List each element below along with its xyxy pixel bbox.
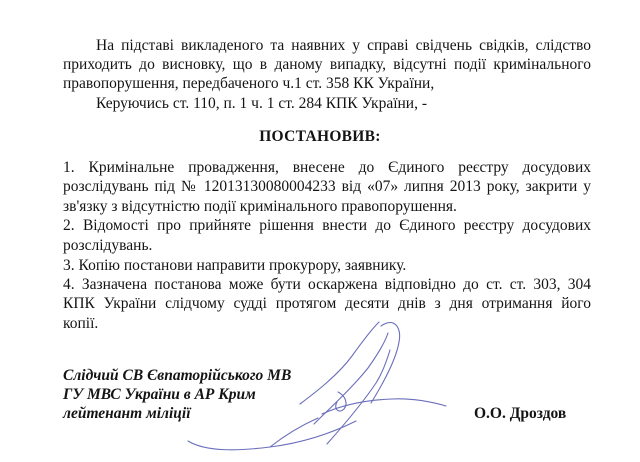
signer-title-line-2: ГУ МВС України в АР Крим [63,386,256,403]
item-4-line-3: копії. [63,315,99,332]
item-3-line-1: 3. Копію постанови направити прокурору, заявнику. [63,257,407,274]
item-1-line-2: розслідувань під № 12013130080004233 від «07» липня 2013 року, закрити у [63,178,591,195]
signer-name: О.О. Дроздов [474,405,567,422]
guided-by-line: Керуючись ст. 110, п. 1 ч. 1 ст. 284 КПК України, - [96,95,428,112]
item-4-line-1: 4. Зазначена постанова може бути оскаржена відповідно до ст. ст. 303, 304 [63,276,591,293]
intro-line-3: правопорушення, передбаченого ч.1 ст. 358 КК України, [63,75,435,92]
decision-heading: ПОСТАНОВИВ: [259,128,381,145]
item-4-line-2: КПК України слідчому судді протягом десяти днів з дня отримання його [63,295,591,312]
signer-title-line-3: лейтенант міліції [63,405,191,422]
intro-line-2: приходить до висновку, що в даному випадку, відсутні події кримінального [63,56,591,73]
signer-title-line-1: Слідчий СВ Євпаторійського МВ [63,367,292,384]
item-1-line-3: зв'язку з відсутністю події кримінального правопорушення. [63,198,457,215]
item-2-line-1: 2. Відомості про прийняте рішення внести до Єдиного реєстру досудових [63,217,591,234]
item-2-line-2: розслідувань. [63,237,153,254]
item-1-line-1: 1. Кримінальне провадження, внесене до Єдиного реєстру досудових [63,159,591,176]
intro-line-1: На підставі викладеного та наявних у справі свідчень свідків, слідство [96,37,591,54]
